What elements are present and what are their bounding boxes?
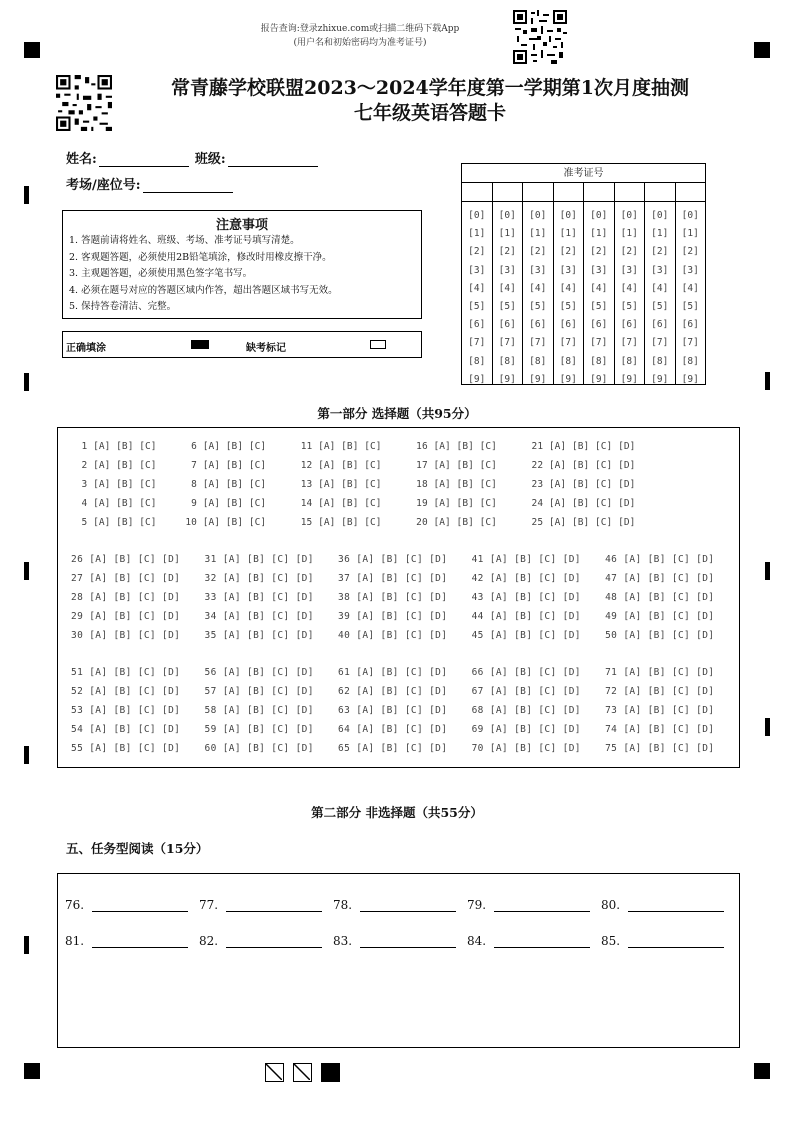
answer-blank[interactable] bbox=[65, 934, 188, 948]
blank-number: 77. bbox=[199, 898, 219, 912]
digit-bubble[interactable]: [4] bbox=[590, 282, 608, 294]
answer-bubble-row[interactable]: 1 [A] [B] [C] 6 [A] [B] [C] 11 [A] [B] [C] 16 [A] [B] [C] 21 [A] [B] [C] [D] bbox=[70, 441, 636, 452]
digit-bubble[interactable]: [4] bbox=[498, 282, 516, 294]
absent-mark-label: 缺考标记 bbox=[246, 343, 286, 354]
blank-line[interactable] bbox=[494, 935, 590, 948]
answer-bubble-row[interactable]: 28 [A] [B] [C] [D] 33 [A] [B] [C] [D] 38 [A] [B] [C] [D] 43 [A] [B] [C] [D] 48 [A] [B] [C] [D] bbox=[71, 592, 715, 603]
digit-bubble[interactable]: [9] bbox=[681, 373, 699, 385]
digit-write-box[interactable] bbox=[615, 183, 646, 201]
fill-legend bbox=[62, 331, 422, 358]
notice-item: 1. 答题前请将姓名、班级、考场、准考证号填写清楚。 bbox=[69, 235, 300, 246]
digit-bubble[interactable]: [0] bbox=[498, 210, 516, 221]
blank-line[interactable] bbox=[92, 899, 188, 912]
digit-bubble[interactable]: [1] bbox=[529, 228, 547, 240]
digit-bubble[interactable]: [8] bbox=[529, 355, 547, 367]
digit-bubble[interactable]: [0] bbox=[590, 210, 608, 221]
blank-line[interactable] bbox=[494, 899, 590, 912]
digit-bubble[interactable]: [0] bbox=[468, 210, 486, 221]
digit-bubble[interactable]: [7] bbox=[590, 337, 608, 349]
answer-bubble-row[interactable]: 26 [A] [B] [C] [D] 31 [A] [B] [C] [D] 36 [A] [B] [C] [D] 41 [A] [B] [C] [D] 46 [A] [B] [C] [D] bbox=[71, 554, 715, 565]
digit-bubble[interactable]: [9] bbox=[620, 373, 638, 385]
seat-label: 考场/座位号: bbox=[66, 178, 141, 193]
digit-bubble[interactable]: [0] bbox=[681, 210, 699, 221]
report-query-line: 报告查询:登录zhixue.com或扫描二维码下载App bbox=[260, 24, 460, 34]
seat-field[interactable] bbox=[143, 179, 233, 193]
blank-number: 76. bbox=[65, 898, 85, 912]
digit-bubble[interactable]: [8] bbox=[651, 355, 669, 367]
digit-bubble[interactable]: [0] bbox=[529, 210, 547, 221]
digit-bubble[interactable]: [8] bbox=[559, 355, 577, 367]
blank-line[interactable] bbox=[628, 935, 724, 948]
digit-write-box[interactable] bbox=[554, 183, 585, 201]
digit-bubble[interactable]: [3] bbox=[468, 264, 486, 276]
digit-bubble[interactable]: [6] bbox=[559, 319, 577, 331]
digit-bubble[interactable]: [6] bbox=[651, 319, 669, 331]
digit-bubble[interactable]: [1] bbox=[620, 228, 638, 240]
app-download-qr-code[interactable] bbox=[513, 10, 567, 64]
registration-mark-bottom-left bbox=[24, 1063, 40, 1079]
answer-blank[interactable] bbox=[333, 934, 456, 948]
admission-digit-column bbox=[462, 202, 493, 384]
card-qr-code bbox=[56, 75, 112, 131]
part2-title: 第二部分 非选择题（共55分） bbox=[311, 805, 483, 820]
digit-write-box[interactable] bbox=[462, 183, 493, 201]
report-query-note bbox=[220, 22, 500, 50]
blank-line[interactable] bbox=[628, 899, 724, 912]
digit-bubble[interactable]: [5] bbox=[468, 301, 486, 313]
timing-mark bbox=[24, 186, 29, 204]
digit-bubble[interactable]: [8] bbox=[590, 355, 608, 367]
digit-bubble[interactable]: [6] bbox=[590, 319, 608, 331]
timing-mark bbox=[765, 372, 770, 390]
notice-item: 3. 主观题答题，必须使用黑色签字笔书写。 bbox=[69, 268, 253, 279]
digit-bubble[interactable]: [5] bbox=[529, 301, 547, 313]
answer-blank[interactable] bbox=[199, 898, 322, 912]
digit-bubble[interactable]: [4] bbox=[651, 282, 669, 294]
answer-bubble-row[interactable]: 5 [A] [B] [C] 10 [A] [B] [C] 15 [A] [B] [C] 20 [A] [B] [C] 25 [A] [B] [C] [D] bbox=[70, 517, 636, 528]
digit-bubble[interactable]: [7] bbox=[529, 337, 547, 349]
digit-bubble[interactable]: [9] bbox=[529, 373, 547, 385]
digit-bubble[interactable]: [0] bbox=[559, 210, 577, 221]
admission-number-grid bbox=[461, 163, 706, 385]
digit-bubble[interactable]: [9] bbox=[590, 373, 608, 385]
digit-bubble[interactable]: [1] bbox=[681, 228, 699, 240]
digit-write-box[interactable] bbox=[584, 183, 615, 201]
digit-bubble[interactable]: [7] bbox=[559, 337, 577, 349]
page-title bbox=[120, 76, 740, 126]
digit-bubble[interactable]: [9] bbox=[559, 373, 577, 385]
admission-number-write-boxes[interactable] bbox=[462, 183, 705, 202]
digit-bubble[interactable]: [5] bbox=[620, 301, 638, 313]
registration-mark-top-left bbox=[24, 42, 40, 58]
digit-bubble[interactable]: [5] bbox=[498, 301, 516, 313]
digit-bubble[interactable]: [1] bbox=[590, 228, 608, 240]
digit-bubble[interactable]: [3] bbox=[651, 264, 669, 276]
blank-line[interactable] bbox=[226, 935, 322, 948]
digit-write-box[interactable] bbox=[676, 183, 706, 201]
answer-blank[interactable] bbox=[601, 934, 724, 948]
notice-item: 5. 保持答卷清洁、完整。 bbox=[69, 301, 177, 312]
admission-number-title: 准考证号 bbox=[462, 164, 705, 183]
digit-bubble[interactable]: [9] bbox=[651, 373, 669, 385]
digit-write-box[interactable] bbox=[645, 183, 676, 201]
digit-bubble[interactable]: [8] bbox=[468, 355, 486, 367]
notice-list bbox=[63, 233, 421, 316]
answer-bubble-row[interactable]: 3 [A] [B] [C] 8 [A] [B] [C] 13 [A] [B] [C] 18 [A] [B] [C] 23 [A] [B] [C] [D] bbox=[70, 479, 636, 490]
digit-bubble[interactable]: [3] bbox=[559, 264, 577, 276]
admission-bubble-columns bbox=[462, 202, 705, 384]
notice-title: 注意事项 bbox=[215, 218, 268, 233]
answer-bubble-row[interactable]: 30 [A] [B] [C] [D] 35 [A] [B] [C] [D] 40 [A] [B] [C] [D] 45 [A] [B] [C] [D] 50 [A] [B] [C] [D] bbox=[71, 630, 715, 641]
exam-title: 常青藤学校联盟2023～2024学年度第一学期第1次月度抽测 bbox=[171, 77, 689, 99]
notice-box bbox=[62, 210, 422, 319]
digit-bubble[interactable]: [7] bbox=[681, 337, 699, 349]
blank-line[interactable] bbox=[92, 935, 188, 948]
digit-bubble[interactable]: [9] bbox=[498, 373, 516, 385]
digit-bubble[interactable]: [3] bbox=[620, 264, 638, 276]
answer-blank[interactable] bbox=[467, 898, 590, 912]
blank-line[interactable] bbox=[360, 935, 456, 948]
answer-bubble-row[interactable]: 55 [A] [B] [C] [D] 60 [A] [B] [C] [D] 65 [A] [B] [C] [D] 70 [A] [B] [C] [D] 75 [A] [B] [C] [D] bbox=[71, 743, 715, 754]
digit-bubble[interactable]: [1] bbox=[651, 228, 669, 240]
answer-bubble-row[interactable]: 2 [A] [B] [C] 7 [A] [B] [C] 12 [A] [B] [C] 17 [A] [B] [C] 22 [A] [B] [C] [D] bbox=[70, 460, 636, 471]
digit-bubble[interactable]: [6] bbox=[468, 319, 486, 331]
digit-bubble[interactable]: [2] bbox=[559, 246, 577, 258]
digit-bubble[interactable]: [2] bbox=[498, 246, 516, 258]
name-label: 姓名: bbox=[66, 152, 97, 167]
digit-bubble[interactable]: [7] bbox=[651, 337, 669, 349]
blank-line[interactable] bbox=[226, 899, 322, 912]
digit-bubble[interactable]: [6] bbox=[498, 319, 516, 331]
blank-number: 78. bbox=[333, 898, 353, 912]
digit-bubble[interactable]: [4] bbox=[559, 282, 577, 294]
class-label: 班级: bbox=[194, 152, 226, 167]
name-class-row bbox=[66, 148, 324, 167]
digit-bubble[interactable]: [1] bbox=[468, 228, 486, 240]
digit-bubble[interactable]: [6] bbox=[681, 319, 699, 331]
blank-number: 83. bbox=[333, 934, 353, 948]
timing-mark bbox=[24, 562, 29, 580]
timing-mark bbox=[24, 373, 29, 391]
admission-digit-column bbox=[676, 202, 706, 384]
hatched-marker bbox=[293, 1063, 312, 1082]
answer-blank[interactable] bbox=[601, 898, 724, 912]
digit-bubble[interactable]: [2] bbox=[529, 246, 547, 258]
notice-item: 2. 客观题答题，必须使用2B铅笔填涂，修改时用橡皮擦干净。 bbox=[69, 251, 332, 263]
answer-blank[interactable] bbox=[333, 898, 456, 912]
admission-digit-column bbox=[584, 202, 615, 384]
digit-bubble[interactable]: [0] bbox=[651, 210, 669, 221]
admission-digit-column bbox=[615, 202, 646, 384]
digit-bubble[interactable]: [2] bbox=[681, 246, 699, 258]
timing-mark bbox=[24, 936, 29, 954]
timing-mark bbox=[765, 718, 770, 736]
digit-bubble[interactable]: [9] bbox=[468, 373, 486, 385]
answer-bubble-row[interactable]: 27 [A] [B] [C] [D] 32 [A] [B] [C] [D] 37 [A] [B] [C] [D] 42 [A] [B] [C] [D] 47 [A] [B] [C] [D] bbox=[71, 573, 715, 584]
digit-bubble[interactable]: [7] bbox=[620, 337, 638, 349]
digit-bubble[interactable]: [3] bbox=[529, 264, 547, 276]
absent-mark-box[interactable] bbox=[370, 340, 386, 349]
digit-bubble[interactable]: [5] bbox=[651, 301, 669, 313]
notice-item: 4. 必须在题号对应的答题区域内作答，超出答题区域书写无效。 bbox=[69, 284, 338, 296]
admission-digit-column bbox=[493, 202, 524, 384]
blank-number: 80. bbox=[601, 898, 621, 912]
credentials-hint: (用户名和初始密码均为准考证号) bbox=[293, 38, 427, 48]
registration-mark-bottom-right bbox=[754, 1063, 770, 1079]
digit-bubble[interactable]: [6] bbox=[620, 319, 638, 331]
solid-marker bbox=[321, 1063, 340, 1082]
digit-write-box[interactable] bbox=[493, 183, 524, 201]
digit-bubble[interactable]: [7] bbox=[468, 337, 486, 349]
answer-bubble-row[interactable]: 54 [A] [B] [C] [D] 59 [A] [B] [C] [D] 64 [A] [B] [C] [D] 69 [A] [B] [C] [D] 74 [A] [B] [C] [D] bbox=[71, 724, 715, 735]
digit-bubble[interactable]: [8] bbox=[620, 355, 638, 367]
blank-number: 82. bbox=[199, 934, 219, 948]
task-reading-answer-area bbox=[57, 873, 740, 1048]
blank-number: 84. bbox=[467, 934, 487, 948]
digit-bubble[interactable]: [2] bbox=[590, 246, 608, 258]
correct-fill-sample bbox=[191, 340, 209, 349]
digit-bubble[interactable]: [7] bbox=[498, 337, 516, 349]
digit-bubble[interactable]: [6] bbox=[529, 319, 547, 331]
digit-bubble[interactable]: [3] bbox=[681, 264, 699, 276]
answer-blank[interactable] bbox=[467, 934, 590, 948]
digit-bubble[interactable]: [5] bbox=[559, 301, 577, 313]
digit-bubble[interactable]: [4] bbox=[529, 282, 547, 294]
timing-mark bbox=[24, 746, 29, 764]
digit-bubble[interactable]: [4] bbox=[620, 282, 638, 294]
digit-bubble[interactable]: [8] bbox=[681, 355, 699, 367]
digit-bubble[interactable]: [4] bbox=[681, 282, 699, 294]
correct-fill-label: 正确填涂 bbox=[66, 343, 106, 354]
answer-bubble-row[interactable]: 4 [A] [B] [C] 9 [A] [B] [C] 14 [A] [B] [C] 19 [A] [B] [C] 24 [A] [B] [C] [D] bbox=[70, 498, 636, 509]
admission-digit-column bbox=[645, 202, 676, 384]
blank-number: 85. bbox=[601, 934, 621, 948]
answer-blank[interactable] bbox=[199, 934, 322, 948]
admission-digit-column bbox=[523, 202, 554, 384]
digit-bubble[interactable]: [0] bbox=[620, 210, 638, 221]
answer-bubble-row[interactable]: 53 [A] [B] [C] [D] 58 [A] [B] [C] [D] 63 [A] [B] [C] [D] 68 [A] [B] [C] [D] 73 [A] [B] [C] [D] bbox=[71, 705, 715, 716]
admission-digit-column bbox=[554, 202, 585, 384]
blank-number: 81. bbox=[65, 934, 85, 948]
name-field[interactable] bbox=[99, 153, 189, 167]
digit-bubble[interactable]: [4] bbox=[468, 282, 486, 294]
answer-bubble-row[interactable]: 29 [A] [B] [C] [D] 34 [A] [B] [C] [D] 39 [A] [B] [C] [D] 44 [A] [B] [C] [D] 49 [A] [B] [C] [D] bbox=[71, 611, 715, 622]
blank-line[interactable] bbox=[360, 899, 456, 912]
answer-blank[interactable] bbox=[65, 898, 188, 912]
blank-number: 79. bbox=[467, 898, 487, 912]
digit-bubble[interactable]: [2] bbox=[620, 246, 638, 258]
hatched-marker bbox=[265, 1063, 284, 1082]
card-title: 七年级英语答题卡 bbox=[353, 102, 506, 124]
registration-mark-top-right bbox=[754, 42, 770, 58]
digit-bubble[interactable]: [5] bbox=[590, 301, 608, 313]
answer-bubble-row[interactable]: 52 [A] [B] [C] [D] 57 [A] [B] [C] [D] 62 [A] [B] [C] [D] 67 [A] [B] [C] [D] 72 [A] [B] [C] [D] bbox=[71, 686, 715, 697]
digit-bubble[interactable]: [1] bbox=[559, 228, 577, 240]
digit-bubble[interactable]: [1] bbox=[498, 228, 516, 240]
digit-write-box[interactable] bbox=[523, 183, 554, 201]
digit-bubble[interactable]: [3] bbox=[498, 264, 516, 276]
class-field[interactable] bbox=[228, 153, 318, 167]
digit-bubble[interactable]: [3] bbox=[590, 264, 608, 276]
timing-mark bbox=[765, 562, 770, 580]
digit-bubble[interactable]: [2] bbox=[651, 246, 669, 258]
seat-row bbox=[66, 174, 239, 193]
digit-bubble[interactable]: [2] bbox=[468, 246, 486, 258]
digit-bubble[interactable]: [8] bbox=[498, 355, 516, 367]
section5-title: 五、任务型阅读（15分） bbox=[66, 841, 209, 856]
digit-bubble[interactable]: [5] bbox=[681, 301, 699, 313]
objective-answer-area bbox=[57, 427, 740, 768]
part1-title: 第一部分 选择题（共95分） bbox=[317, 406, 477, 421]
answer-bubble-row[interactable]: 51 [A] [B] [C] [D] 56 [A] [B] [C] [D] 61 [A] [B] [C] [D] 66 [A] [B] [C] [D] 71 [A] [B] [C] [D] bbox=[71, 667, 715, 678]
